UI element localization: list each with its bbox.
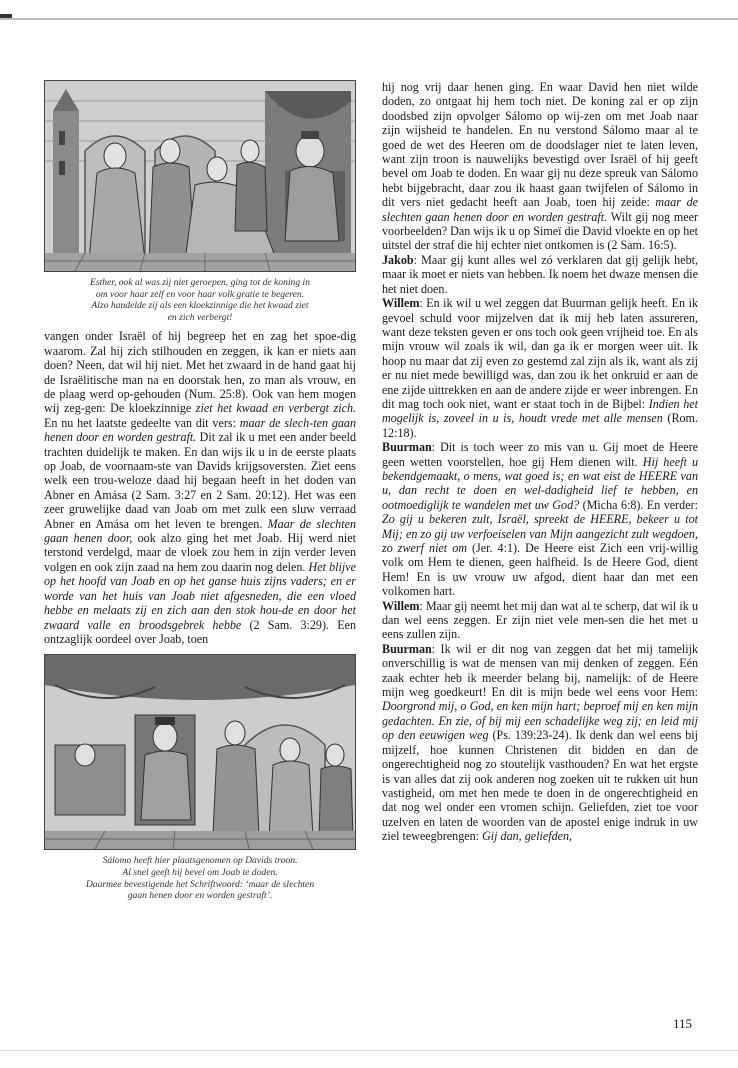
speaker-name: Willem: [382, 598, 420, 613]
text-run: (2 Sam. 3:29). Een ontzaglijk oordeel over Joab, toen: [44, 617, 356, 646]
figure-caption-bottom: [48, 855, 352, 901]
caption-line: Esther, ook al was zij niet geroepen, ging tot de koning in: [89, 277, 310, 288]
speaker-name: Buurman: [382, 641, 432, 656]
right-body-text: [382, 80, 698, 844]
left-column: [44, 80, 356, 908]
caption-line: om voor haar zelf en voor haar volk gratie te begeren.: [95, 288, 305, 300]
italic-quote: Doorgrond mij, o God, en ken mijn hart; beproef mij en ken mijn gedachten. En zie, of bij mij een schadelijke weg zij; en leid mij op den eeuwigen weg: [382, 699, 698, 743]
text-run: : Maar gij neemt het mij dan wat al te scherp, dat wil ik u dan wel eens zeggen. Er zijn niet vele men-sen die het met u eens zullen zijn.: [382, 598, 698, 642]
text-run: (Jer. 4:1). De Heere eist Zich een vrij-willig volk om Hem te dienen, geen halfheid. Is de Heere God, dient Hem! En is uw vrouw uw afgod, dient haar dan met een volkomen hart.: [382, 541, 698, 599]
caption-line: Sálomo heeft hier plaatsgenomen op Davids troon.: [102, 855, 298, 867]
left-body-text: [44, 329, 356, 646]
text-run: : Dit is toch weer zo mis van u. Gij moet de Heere geen wetten voorstellen, hoe gij Hem dienen wilt.: [382, 440, 698, 469]
dialogue-jakob: [382, 253, 698, 296]
caption-line: en zich verbergt!: [167, 311, 233, 323]
italic-quote: Gij dan, geliefden,: [482, 829, 573, 844]
scan-edge-line-bottom: [0, 1050, 738, 1051]
caption-line: gaan henen door en worden gestraft’.: [127, 890, 273, 902]
engraving-solomon-illustration: [45, 655, 355, 849]
text-run: : Ik wil er dit nog van zeggen dat het mij tamelijk onverschillig is wat de mensen van mij denken of zeggen. Eén zaak echter heb ik meerder belang bij, namelijk: of de Heere mijn weg goedkeurt! En dit is mijn bede wel eens voor Hem:: [382, 641, 698, 700]
page-number: 115: [672, 1016, 692, 1031]
text-run: : En ik wil u wel zeggen dat Buurman gelijk heeft. En ik gevoel schuld voor mijzelven dat ik mij heb laten assureren, want deze teksten geven er ons toch ook geen vrijheid toe. En als mijn vrouw wil zoals ik wil, dan ga ik er morgen weer uit. Ik hoop nu maar dat zij even zo gestemd zal zijn als ik, want als zij er nu niet mede bewilligd was, dan zou ik het onkruid er aan de ene zijde uittrekken en aan de andere zijde er weer inbrengen. En dit mag toch ook niet, want er staat toch in de Bijbel:: [382, 296, 698, 411]
italic-quote: Indien het mogelijk is, zoveel in u is, houdt vrede met alle mensen: [382, 396, 698, 426]
text-run: : Maar gij kunt alles wel zó verklaren dat gij gelijk hebt, maar ik moet er niets van hebben. Ik noem het dwaze mensen die het niet doen.: [382, 252, 699, 296]
dialogue-buurman: [382, 440, 698, 598]
text-run: (Ps. 139:23-24). Ik denk dan wel eens bij mijzelf, hoe kunnen Christenen dit bidden en dan de ongerechtigheid nog zo stoutelijk vasthouden? En wat het ergste is van alles dat zij ook anderen nog zoeken uit te rukken uit hun vastigheid, om met hen mede te doen in de ongerechtigheid en dat nog wel onder een vromen schijn. Geliefden, ziet toe voor uzelven en laten de woorden van de apostel enige indruk in uw ziel teweegbrengen:: [382, 728, 698, 844]
speaker-name: Buurman: [382, 440, 432, 455]
text-run: Dit zal ik u met een ander beeld trachten duidelijk te maken. En dan wijs ik u in de eerste plaats op Joab, de voornaam-ste van Davids krijgsoversten. Ziet eens welk een trou-weloze daad hij begaan heeft in het doden van Abner en Amása (2 Sam. 3:27 en 2 Sam. 20:12). Het was een zeer gruwelijke daad van Joab om met zulk een sluw verraad Abner en Amása om het leven te brengen.: [44, 430, 356, 531]
right-column: [382, 80, 698, 844]
italic-quote: ziet het kwaad en verbergt zich.: [195, 401, 357, 416]
scan-edge-line-top: [0, 18, 738, 20]
text-run: hij nog vrij daar henen ging. En waar David hen niet wilde doden, zo ontgaat hij hem toch niet. De koning zal er op zijn doodsbed zijn opvolger Sálomo op wij-zen om met Joab naar zijn wijsheid te handelen. En nu verstond Sálomo maar al te goed de wet des Heeren om de doodslager niet te laten leven, want zijn troon is nauwelijks bevestigd over Israël of hij geeft bevel om Joab te doden. En waar gij nu deze spreuk van Sálomo hebt bijgebracht, daar zou ik haast gaan twijfelen of Sálomo in dit vers niet gedacht heeft aan Joab, toen hij zeide:: [382, 80, 698, 210]
speaker-name: Willem: [382, 296, 420, 311]
engraving-solomon-on-throne: [44, 654, 356, 850]
figure-caption-top: [48, 277, 352, 323]
text-run: En nu het laatste gedeelte van dit vers:: [44, 415, 240, 430]
dialogue-buurman: [382, 642, 698, 844]
text-run: (Micha 6:8). En verder:: [579, 497, 698, 512]
caption-line: Daarmee bevestigende het Schriftwoord: ‘maar de slechten: [85, 878, 315, 890]
paragraph: [382, 80, 698, 253]
italic-quote: maar de slechten gaan henen door en worden gestraft.: [382, 195, 698, 224]
dialogue-willem: [382, 296, 698, 440]
italic-quote: maar de slech-ten gaan henen door en worden gestraft.: [44, 415, 357, 445]
engraving-esther-illustration: [45, 81, 355, 271]
dialogue-willem: [382, 599, 698, 642]
speaker-name: Jakob: [382, 252, 414, 267]
text-run: ook alzo ging het met Joab. Hij werd niet terstond verdelgd, maar de vloek zou hem in zijn verder leven volgen en ook zijn zaad na hem zou daarin nog delen.: [44, 531, 356, 574]
italic-quote: Het blijve op het hoofd van Joab en op het ganse huis zijns vaders; en er worde van het huis van Joab niet afgesneden, die een vloed hebbe en melaats zij en zich aan den stok hou-de en door het zwaard valle en broodsgebrek hebbe: [44, 559, 356, 632]
caption-line: Alzo handelde zij als een kloekzinnige die het kwaad ziet: [91, 300, 309, 312]
caption-line: Al snel geeft hij bevel om Joab te doden.: [122, 866, 278, 878]
text-run: vangen onder Israël of hij begreep het en zag het spoe-dig waarom. Zal hij zich stilhouden en zeggen, ik kan er niets aan doen? Neen, dat wil hij niet. Met het zwaard in de hand gaat hij de Israëlitische man na en doorstak hen, zo man als vrouw, en de plaag werd op-gehouden (Num. 25:8). Ook van hem mogen wij zeg-gen: De kloekzinnige: [44, 329, 356, 416]
italic-quote: Hij heeft u bekendgemaakt, o mens, wat goed is; en wat eist de HEERE van u, dan recht te doen en wel-dadigheid lief te hebben, en ootmoediglijk te wandelen met uw God?: [382, 454, 698, 512]
paragraph: [44, 329, 356, 646]
text-run: Wilt gij nog meer voorbeelden? Dan wijs ik u op Simeï die David vloekte en op het uitstel der straf die hij echter niet ontkomen is (2 Sam. 16:5).: [382, 209, 699, 253]
text-run: (Rom. 12:18).: [382, 411, 698, 440]
italic-quote: Maar de slechten gaan henen door,: [44, 516, 357, 546]
engraving-esther-before-king: [44, 80, 356, 272]
italic-quote: Zo gij u bekeren zult, Israël, spreekt de HEERE, bekeer u tot Mij; en zo gij uw verfoeiselen van Mijn aangezicht zult wegdoen, zo zwerf niet om: [382, 512, 698, 555]
